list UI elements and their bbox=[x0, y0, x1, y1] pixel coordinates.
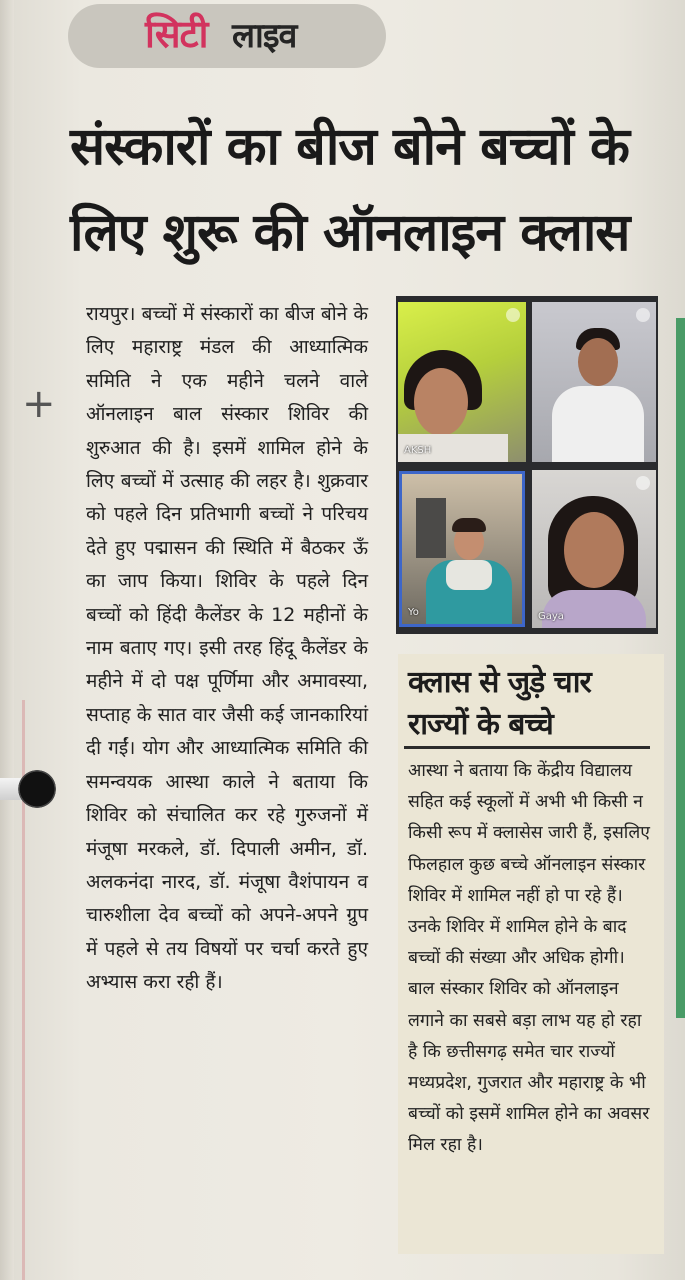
section-tag bbox=[68, 4, 386, 68]
sidebar-rule bbox=[404, 746, 650, 749]
sidebar-body: आस्था ने बताया कि केंद्रीय विद्यालय सहित कई स्कूलों में अभी भी किसी न किसी रूप में क्लासेस जारी हैं, इसलिए फिलहाल कुछ बच्चे ऑनलाइन संस्कार शिविर में शामिल नहीं हो पा रहे हैं। उनके शिविर में शामिल होने के बाद बच्चों की संख्या और अधिक होगी। बाल संस्कार शिविर को ऑनलाइन लगाने का सबसे बड़ा लाभ यह हो रहा है कि छत्तीसगढ़ समेत चार राज्यों मध्यप्रदेश, गुजरात और महाराष्ट्र के भी बच्चों को इसमें शामिल होने का अवसर मिल रहा है। bbox=[408, 761, 650, 1156]
sidebar-heading: क्लास से जुड़े चार राज्यों के बच्चे bbox=[408, 665, 591, 742]
shirt-shape bbox=[552, 386, 644, 462]
face-shape bbox=[564, 512, 624, 588]
participant-name: AKSH bbox=[404, 445, 432, 456]
mic-indicator-icon bbox=[636, 476, 650, 490]
face-shape bbox=[578, 338, 618, 386]
doorway-shape bbox=[416, 498, 446, 558]
registration-mark-icon: + bbox=[22, 381, 56, 427]
dupatta-shape bbox=[446, 560, 492, 590]
hair-shape bbox=[452, 518, 486, 532]
video-tile bbox=[398, 302, 526, 462]
headline: संस्कारों का बीज बोने बच्चों के लिए शुरू की ऑनलाइन क्लास bbox=[70, 117, 630, 263]
punch-hole bbox=[14, 768, 56, 810]
mic-indicator-icon bbox=[506, 308, 520, 322]
participant-name: Gaya bbox=[538, 611, 564, 622]
video-tile bbox=[532, 302, 656, 462]
page-edge bbox=[0, 0, 14, 1280]
article-body: रायपुर। बच्चों में संस्कारों का बीज बोने के लिए महाराष्ट्र मंडल की आध्यात्मिक समिति ने एक महीने चलने वाले ऑनलाइन बाल संस्कार शिविर की शुरुआत की है। इसमें शामिल होने के लिए बच्चों में उत्साह की लहर है। शुक्रवार को पहले दिन प्रतिभागी बच्चों ने परिचय देते हुए पद्मासन की स्थिति में बैठकर ऊँ का जाप किया। शिविर के पहले दिन बच्चों को हिंदी कैलेंडर के 12 महीनों के नाम बताए गए। इसी तरह हिंदू कैलेंडर के महीने में दो पक्ष पूर्णिमा और अमावस्या, सप्ताह के सात वार जैसी कई जानकारियां दी गईं। योग और आध्यात्मिक समिति की समन्वयक आस्था काले ने बताया कि शिविर को संचालित कर रहे गुरुजनों में मंजूषा मरकले, डॉ. दिपाली अमीन, डॉ. अलकनंदा नारद, डॉ. मंजूषा वैशंपायन व चारुशीला देव बच्चों को अपने-अपने ग्रुप में पहले से तय विषयों पर चर्चा करते हुए अभ्यास करा रही हैं। bbox=[86, 303, 368, 994]
participant-name: Yo bbox=[408, 607, 419, 618]
shirt-shape bbox=[542, 590, 646, 628]
section-tag-city: सिटी bbox=[145, 12, 208, 56]
video-tile bbox=[532, 470, 656, 628]
video-tile-active bbox=[402, 474, 522, 624]
mic-indicator-icon bbox=[636, 308, 650, 322]
adjacent-column-stripe bbox=[676, 318, 685, 1018]
face-shape bbox=[414, 368, 468, 436]
video-call-photo bbox=[396, 296, 658, 634]
section-tag-live: लाइव bbox=[232, 16, 297, 56]
